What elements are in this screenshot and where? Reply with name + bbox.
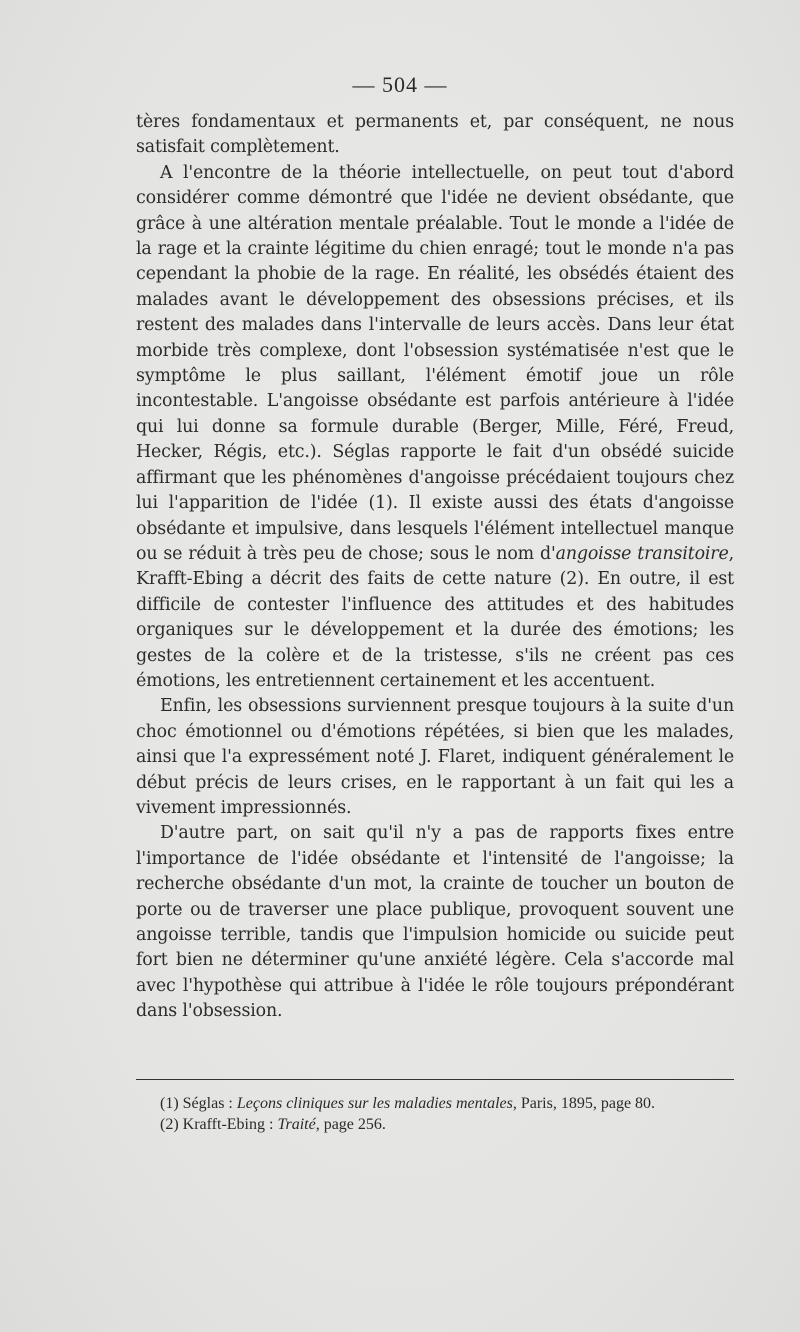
footnote-1-title: Leçons cliniques sur les maladies mentales <box>236 1095 513 1112</box>
footnote-1-author: (1) Séglas : <box>160 1095 237 1112</box>
paragraph-intellectual-theory <box>136 161 734 695</box>
page-number: — 504 — <box>352 72 448 97</box>
footnote-2-details: , page 256. <box>315 1116 386 1133</box>
paragraph-continuation: tères fondamentaux et permanents et, par conséquent, ne nous satisfait complètement. <box>136 112 734 158</box>
paragraph-no-fixed-relation: D'autre part, on sait qu'il n'y a pas de rapports fixes entre l'importance de l'idée obsédante et l'intensité de l'angoisse; la recherche obsédante d'un mot, la crainte de toucher un bouton de porte ou de traverser une place publique, provoquent souvent une angoisse terrible, tandis que l'impulsion homicide ou suicide peut fort bien ne déterminer qu'une anxiété légère. Cela s'accorde mal avec l'hypothèse qui attribue à l'idée le rôle toujours prépondérant dans l'obsession. <box>136 823 734 1022</box>
footnotes <box>136 1093 734 1135</box>
footnote-2-title: Traité <box>277 1116 316 1133</box>
footnote-1 <box>136 1093 734 1114</box>
footnote-1-details: , Paris, 1895, page 80. <box>512 1095 656 1112</box>
paragraph-text: , Krafft-Ebing a décrit des faits de cette nature (2). En outre, il est difficile de contester l'influence des attitudes et des habitudes organiques sur le développement et la durée des émotions; les gestes de la colère et de la tristesse, s'ils ne créent pas ces émotions, les entretiennent certainement et les accentuent. <box>136 543 734 691</box>
footnote-2-author: (2) Krafft-Ebing : <box>160 1116 278 1133</box>
footnote-divider <box>136 1079 734 1080</box>
italic-term: angoisse transitoire <box>555 543 729 564</box>
paragraph-text: A l'encontre de la théorie intellectuelle, on peut tout d'abord considérer comme démontré que l'idée ne devient obsédante, que grâce à une altération mentale préalable. Tout le monde a l'idée de la rage et la crainte légitime du chien enragé; tout le monde n'a pas cependant la phobie de la rage. En réalité, les obsédés étaient des malades avant le développement des obsessions précises, et ils restent des malades dans l'intervalle de leurs accès. Dans leur état morbide très complexe, dont l'obsession systématisée n'est que le symptôme le plus saillant, l'élément émotif joue un rôle incontestable. L'angoisse obsédante est parfois antérieure à l'idée qui lui donne sa formule durable (Berger, Mille, Féré, Freud, Hecker, Régis, etc.). Séglas rapporte le fait d'un obsédé suicide affirmant que les phénomènes d'angoisse précédaient toujours chez lui l'apparition de l'idée (1). Il existe aussi des états d'angoisse obsédante et impulsive, dans lesquels l'élément intellectuel manque ou se réduit à très peu de chose; sous le nom d' <box>136 162 734 564</box>
footnote-2 <box>136 1114 734 1135</box>
body-text <box>136 110 734 1025</box>
paragraph-emotional-shock: Enfin, les obsessions surviennent presque toujours à la suite d'un choc émotionnel ou d'émotions répétées, si bien que les malades, ainsi que l'a expressément noté J. Flaret, indiquent généralement le début précis de leurs crises, en le rapportant à un fait qui les a vivement impressionnés. <box>136 696 734 818</box>
